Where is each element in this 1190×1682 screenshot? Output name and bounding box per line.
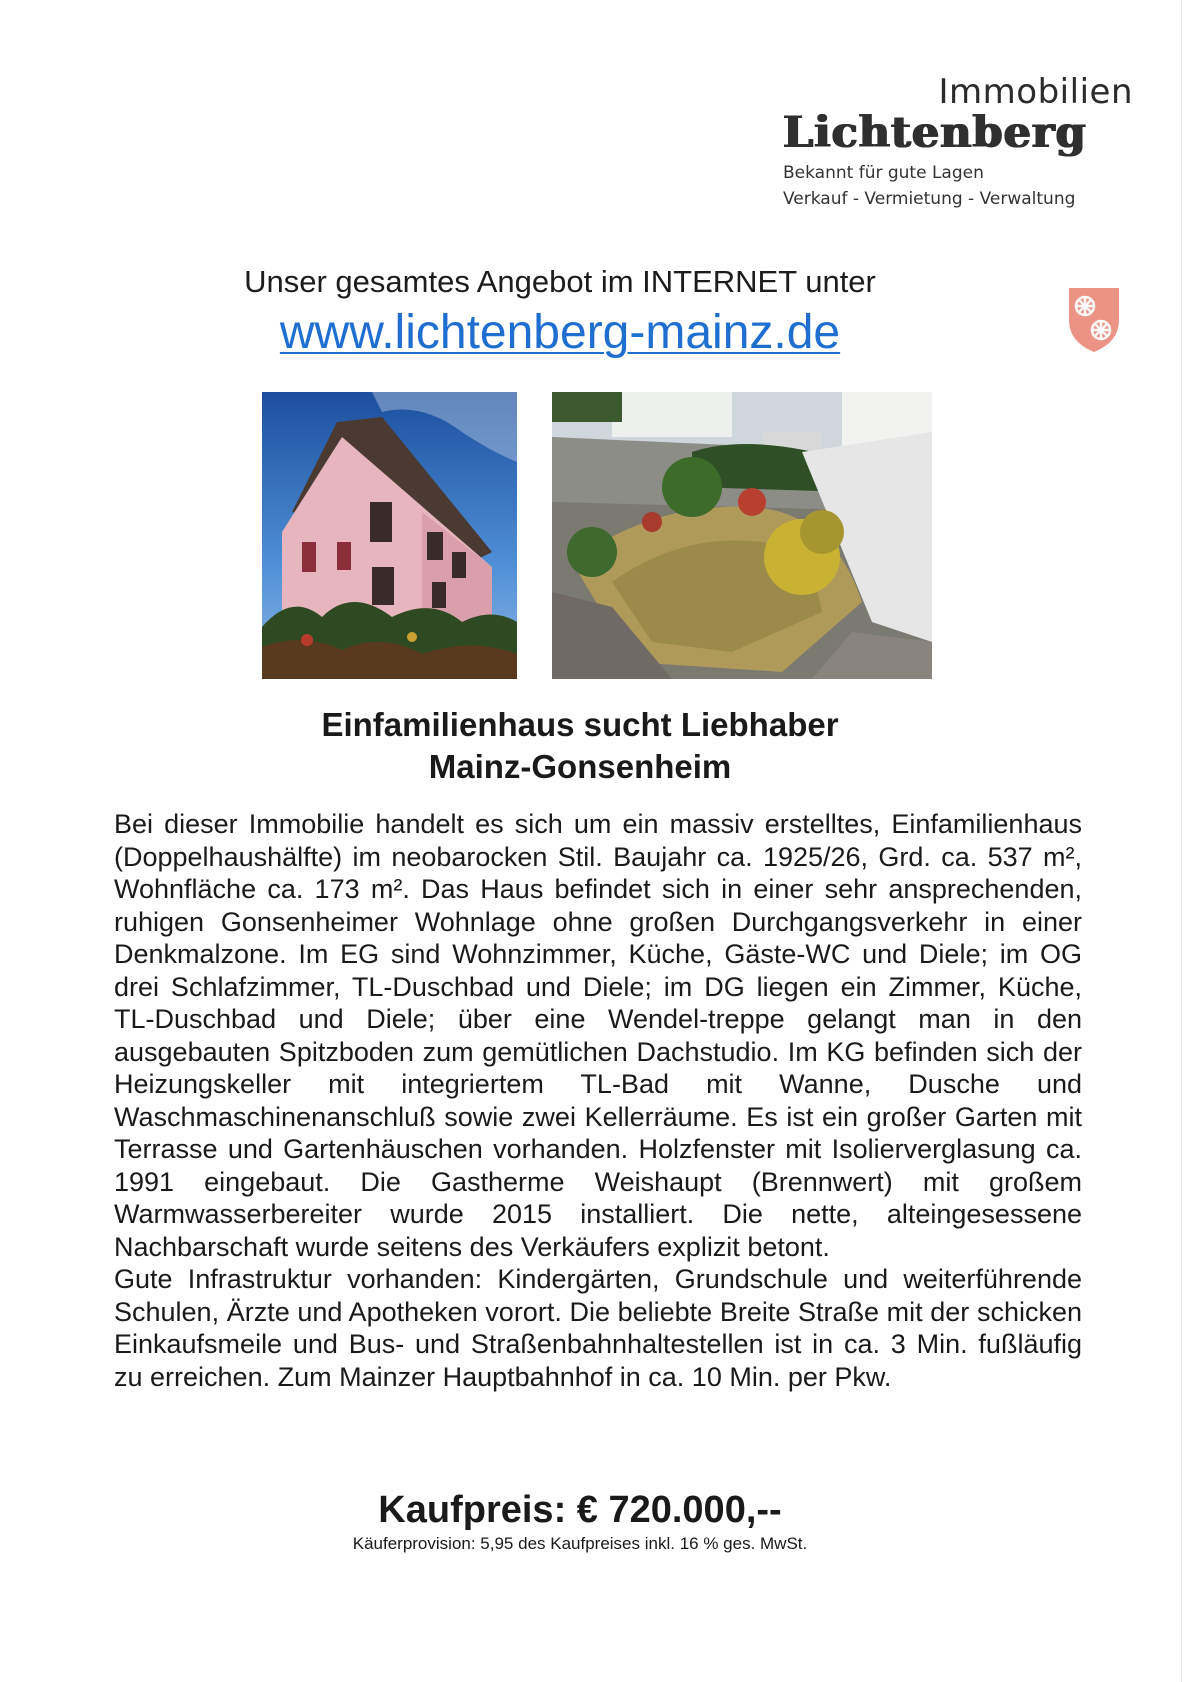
- description-paragraph: Gute Infrastruktur vorhanden: Kindergärten, Grundschule und weiterführende Schulen, Ärzte und Apotheken vorort. Die beliebte Breite Straße mit der schicken Einkaufsmeile und Bus- und Straßenbahnhaltestellen ist in ca. 3 Min. fußläufig zu erreichen. Zum Mainzer Hauptbahnhof in ca. 10 Min. per Pkw.: [114, 1264, 1082, 1392]
- purchase-price: Kaufpreis: € 720.000,--: [378, 1489, 782, 1531]
- company-logo: [783, 72, 1133, 212]
- internet-intro: Unser gesamtes Angebot im INTERNET unter: [244, 264, 876, 299]
- listing-title: Einfamilienhaus sucht Liebhaber: [321, 706, 839, 743]
- logo-services: Verkauf - Vermietung - Verwaltung: [783, 189, 1076, 209]
- listing-location: Mainz-Gonsenheim: [428, 748, 732, 785]
- logo-tagline: Bekannt für gute Lagen: [783, 163, 984, 183]
- logo-brand-name: Lichtenberg: [783, 108, 1087, 158]
- listing-description: [114, 808, 1082, 1393]
- logo-brand-top: Immobilien: [938, 72, 1133, 112]
- description-paragraph: Bei dieser Immobilie handelt es sich um ein massiv erstelltes, Einfamilienhaus (Doppelhaushälfte) im neobarocken Stil. Baujahr ca. 1925/26, Grd. ca. 537 m², Wohnfläche ca. 173 m². Das Haus befindet sich in einer sehr ansprechenden, ruhigen Gonsenheimer Wohnlage ohne großen Durchgangsverkehr in einer Denkmalzone. Im EG sind Wohnzimmer, Küche, Gäste-WC und Diele; im OG drei Schlafzimmer, TL-Duschbad und Diele; im DG liegen ein Zimmer, Küche, TL-Duschbad und Diele; über eine Wendel-treppe gelangt man in den ausgebauten Spitzboden zum gemütlichen Dachstudio. Im KG befinden sich der Heizungskeller mit integriertem TL-Bad mit Wanne, Dusche und Waschmaschinenanschluß sowie zwei Kellerräume. Es ist ein großer Garten mit Terrasse und Gartenhäuschen vorhanden. Holzfenster mit Isolierverglasung ca. 1991 eingebaut. Die Gastherme Weishaupt (Brennwert) mit großem Warmwasserbereiter wurde 2015 installiert. Die nette, alteingesessene Nachbarschaft wurde seitens des Verkäufers explizit betont.: [114, 809, 1082, 1262]
- page-edge: [1181, 0, 1182, 1682]
- house-facade-photo: [262, 392, 517, 679]
- buyer-commission: Käuferprovision: 5,95 des Kaufpreises inkl. 16 % ges. MwSt.: [352, 1534, 808, 1553]
- garden-photo: [552, 392, 932, 679]
- website-link[interactable]: www.lichtenberg-mainz.de: [279, 306, 841, 359]
